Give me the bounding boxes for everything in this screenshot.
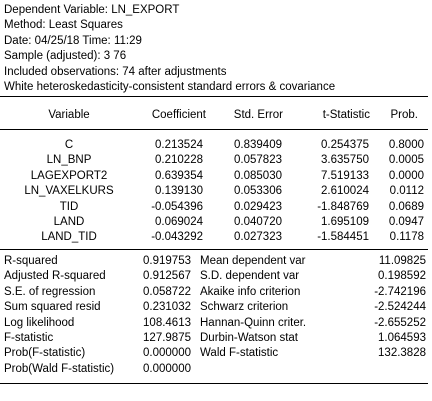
stat-value: -2.742196 [374,285,426,298]
stat-value: 0.919753 [143,255,191,267]
stat-value: 0.912567 [143,270,191,283]
stat-value: 108.4613 [143,316,191,329]
stat-value: -2.524244 [374,301,426,314]
t-statistic-value: 0.254375 [321,139,369,151]
variable-name: C [64,139,74,151]
variable-name: LAND_TID [41,231,97,244]
stat-label: Sum squared resid [4,301,101,314]
std-error-value: 0.839409 [234,139,282,151]
coefficient-value: 0.210228 [155,154,203,167]
coefficient-value: 0.639354 [155,169,203,182]
stats-row [0,331,428,346]
stat-label: Prob(Wald F-statistic) [4,362,115,375]
variable-name: LAGEXPORT2 [30,169,108,182]
sample-line: Sample (adjusted): 3 76 [4,50,127,63]
coefficient-value: -0.054396 [151,200,203,213]
stat-value: 132.3828 [378,347,426,360]
column-header-row [0,108,428,123]
stats-row [0,300,428,315]
stat-label: Prob(F-statistic) [4,347,86,360]
prob-value: 0.1178 [389,231,424,244]
t-statistic-value: -1.848769 [317,200,369,213]
t-statistic-value: 7.519133 [321,169,369,182]
column-header-variable: Variable [48,109,90,121]
stat-label: F-statistic [4,331,54,344]
bottom-rule [0,383,428,384]
stat-value: 1.064593 [378,331,426,344]
method-line: Method: Least Squares [4,19,123,32]
middle-rule [0,249,428,250]
output-header [4,3,335,95]
stats-row [0,316,428,331]
table-row [0,153,428,168]
observations-line: Included observations: 74 after adjustments [4,65,227,78]
top-rule [0,96,428,97]
stat-label: R-squared [4,255,58,267]
std-error-value: 0.085030 [234,169,282,182]
coefficient-value: 0.213524 [155,139,203,151]
table-row [0,215,428,230]
date-time-line: Date: 04/25/18 Time: 11:29 [4,34,142,47]
variable-name: LN_BNP [46,154,92,167]
stats-row [0,346,428,361]
table-row [0,138,428,153]
column-header-std-error: Std. Error [233,109,283,121]
table-row [0,230,428,245]
prob-value: 0.0112 [389,185,424,198]
coefficient-value: 0.069024 [155,215,203,228]
stat-label: Mean dependent var [200,255,306,267]
dependent-variable-line: Dependent Variable: LN_EXPORT [4,4,180,16]
stat-label: S.D. dependent var [200,270,300,283]
stats-row [0,254,428,269]
std-error-value: 0.040720 [234,215,282,228]
coefficient-table [0,138,428,246]
header-rule [0,129,428,130]
stat-label: S.E. of regression [4,285,96,298]
stat-label: Adjusted R-squared [4,270,106,283]
stat-value: 11.09825 [378,255,426,267]
stats-row [0,269,428,284]
stat-value: 127.9875 [143,331,191,344]
stats-row [0,362,428,377]
std-error-value: 0.029423 [234,200,282,213]
prob-value: 0.0689 [388,200,424,213]
stat-label: Log likelihood [4,316,75,329]
std-error-value: 0.057823 [234,154,282,167]
t-statistic-value: 3.635750 [321,154,369,167]
std-error-value: 0.053306 [234,185,282,198]
table-row [0,169,428,184]
stat-label: Hannan-Quinn criter. [200,316,307,329]
stats-row [0,285,428,300]
stat-value: 0.231032 [143,301,191,314]
std-error-value: 0.027323 [234,231,282,244]
stat-value: -2.655252 [374,316,426,329]
t-statistic-value: 1.695109 [321,215,369,228]
column-header-t-statistic: t-Statistic [322,109,370,121]
stat-label: Schwarz criterion [200,301,289,314]
stat-label: Durbin-Watson stat [200,331,298,344]
column-header-prob: Prob. [390,109,418,121]
table-row [0,184,428,199]
stat-value: 0.058722 [143,285,191,298]
t-statistic-value: 2.610024 [321,185,369,198]
prob-value: 0.0000 [388,169,424,182]
summary-statistics [0,254,428,377]
stat-label: Wald F-statistic [200,347,279,360]
coefficient-value: 0.139130 [155,185,203,198]
table-row [0,200,428,215]
stat-value: 0.000000 [143,362,191,375]
covariance-note-line: White heteroskedasticity-consistent standard errors & covariance [4,80,336,93]
prob-value: 0.8000 [388,139,424,151]
prob-value: 0.0947 [388,215,424,228]
column-header-coefficient: Coefficient [151,109,206,121]
t-statistic-value: -1.584451 [317,231,369,244]
variable-name: LN_VAXELKURS [24,185,114,198]
coefficient-value: -0.043292 [151,231,203,244]
prob-value: 0.0005 [388,154,424,167]
stat-value: 0.198592 [378,270,426,283]
variable-name: TID [59,200,79,213]
stat-label: Akaike info criterion [200,285,301,298]
variable-name: LAND [53,215,85,228]
stat-value: 0.000000 [143,347,191,360]
